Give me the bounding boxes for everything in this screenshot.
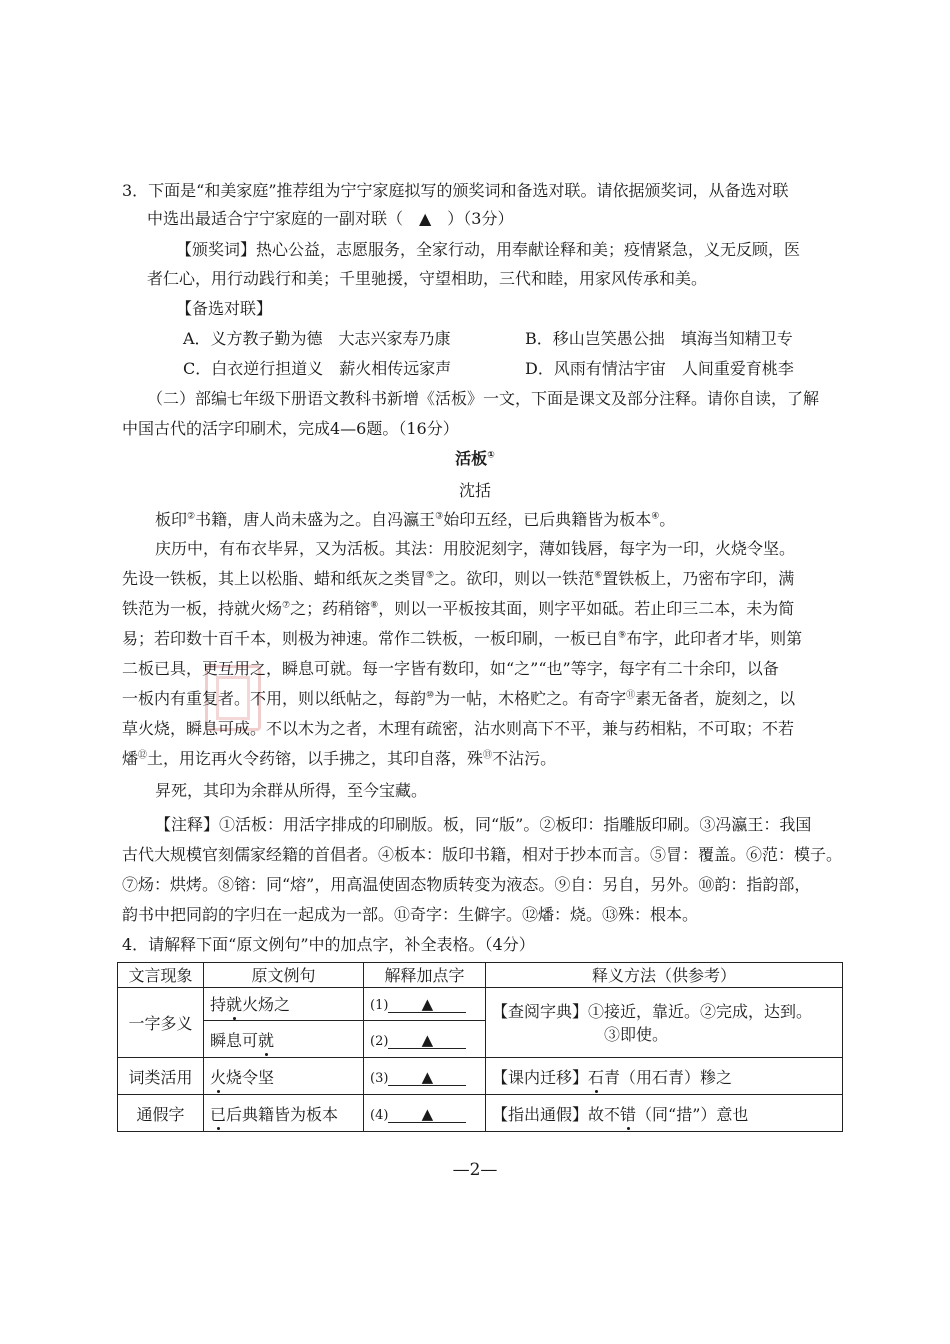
- notes-line3: ⑦炀：烘烤。⑧镕：同“熔”，用高温使固态物质转变为液态。⑨自：另自，另外。⑩韵：指韵部，: [122, 875, 811, 894]
- passage-p2-line5: 二板已具，更互用之，瞬息可就。每一字皆有数印，如“之”“也”等字，每字有二十余印，以备: [122, 659, 779, 678]
- table-row: [118, 1095, 843, 1132]
- header-explanation: 解释加点字: [364, 963, 486, 988]
- category-polysemy: 一字多义: [118, 987, 204, 1058]
- answer-cell-3[interactable]: (3) ▲: [364, 1058, 486, 1095]
- section2-intro-line1: （二）部编七年级下册语文教科书新增《活板》一文，下面是课文及部分注释。请你自读，了解: [147, 389, 820, 408]
- example-sentence-1: 持就火炀之: [204, 987, 364, 1021]
- passage-p2-line3: 铁范为一板，持就火炀⑦之；药稍镕⑧，则以一平板按其面，则字平如砥。若止印三二本，未为简: [122, 599, 795, 618]
- category-loan-character: 通假字: [118, 1095, 204, 1132]
- header-method: 释义方法（供参考）: [486, 963, 843, 988]
- passage-p2-line6: 一板内有重复者。不用，则以纸帖之，每韵⑩为一帖，木格贮之。有奇字⑪素无备者，旋刻之，以: [122, 689, 796, 708]
- method-loan: 【指出通假】故不错（同“措”）意也: [486, 1095, 843, 1132]
- q4-prompt: 4．请解释下面“原文例句”中的加点字，补全表格。（4分）: [122, 935, 535, 954]
- passage-p2-line7: 草火烧，瞬息可成。不以木为之者，木理有疏密，沾水则高下不平，兼与药相粘，不可取；不若: [122, 719, 795, 738]
- answer-cell-2[interactable]: (2) ▲: [364, 1021, 486, 1058]
- q3-stem-line1: 3．下面是“和美家庭”推荐组为宁宁家庭拟写的颁奖词和备选对联。请依据颁奖词，从备选对联: [122, 181, 789, 200]
- passage-p2-line1: 庆历中，有布衣毕昇，又为活板。其法：用胶泥刻字，薄如钱唇，每字为一印，火烧令坚。: [155, 539, 796, 558]
- method-dictionary: 【查阅字典】①接近，靠近。②完成，达到。 ③即使。: [486, 987, 843, 1058]
- q4-table: [117, 962, 843, 1132]
- q3-award-line2: 者仁心，用行动践行和美；千里驰援，守望相助，三代和睦，用家风传承和美。: [147, 269, 708, 288]
- page-number: —2—: [452, 1160, 498, 1180]
- answer-cell-4[interactable]: (4) ▲: [364, 1095, 486, 1132]
- example-sentence-4: 已后典籍皆为板本: [204, 1095, 364, 1132]
- q3-stem-line2: 中选出最适合宁宁家庭的一副对联（ ▲ ）（3分）: [147, 209, 514, 228]
- notes-line2: 古代大规模官刻儒家经籍的首倡者。④板本：版印书籍，相对于抄本而言。⑤冒：覆盖。⑥范：模子。: [122, 845, 843, 864]
- passage-paragraph-3: 昇死，其印为余群从所得，至今宝藏。: [155, 781, 428, 800]
- q3-option-d: D．风雨有情沽宇宙 人间重爱育桃李: [525, 359, 794, 378]
- q3-option-a: A．义方教子勤为德 大志兴家寿乃康: [183, 329, 451, 348]
- passage-paragraph-1: 板印②书籍，唐人尚未盛为之。自冯瀛王③始印五经，已后典籍皆为板本④。: [155, 510, 676, 529]
- header-phenomenon: 文言现象: [118, 963, 204, 988]
- method-transfer: 【课内迁移】石青（用石青）糁之: [486, 1058, 843, 1095]
- passage-p2-line4: 易；若印数十百千本，则极为神速。常作二铁板，一板印刷，一板已自⑨布字，此印者才毕，则第: [122, 629, 803, 648]
- notes-line1: 【注释】①活板：用活字排成的印刷版。板，同“版”。②板印：指雕版印刷。③冯瀛王：我国: [155, 815, 812, 834]
- table-header-row: [118, 963, 843, 988]
- category-word-class: 词类活用: [118, 1058, 204, 1095]
- section2-intro-line2: 中国古代的活字印刷术，完成4—6题。（16分）: [122, 419, 459, 438]
- header-example: 原文例句: [204, 963, 364, 988]
- notes-line4: 韵书中把同韵的字归在一起成为一部。⑪奇字：生僻字。⑫燔：烧。⑬殊：根本。: [122, 905, 699, 924]
- passage-title: 活板①: [455, 449, 495, 468]
- q3-option-b: B．移山岂笑愚公拙 填海当知精卫专: [525, 329, 793, 348]
- q3-couplet-heading: 【备选对联】: [176, 299, 273, 318]
- answer-cell-1[interactable]: (1) ▲: [364, 987, 486, 1021]
- example-sentence-3: 火烧令坚: [204, 1058, 364, 1095]
- passage-p2-line8: 燔⑫土，用讫再火令药镕，以手拂之，其印自落，殊⑬不沾污。: [122, 749, 557, 768]
- passage-author: 沈括: [458, 481, 491, 500]
- q3-option-c: C．白衣逆行担道义 薪火相传远家声: [183, 359, 452, 378]
- example-sentence-2: 瞬息可就: [204, 1021, 364, 1058]
- table-row: [118, 987, 843, 1021]
- passage-p2-line2: 先设一铁板，其上以松脂、蜡和纸灰之类冒⑤之。欲印，则以一铁范⑥置铁板上，乃密布字印，满: [122, 569, 795, 588]
- q3-award-line1: 【颁奖词】热心公益，志愿服务，全家行动，用奉献诠释和美；疫情紧急，义无反顾，医: [176, 240, 801, 259]
- table-row: [118, 1058, 843, 1095]
